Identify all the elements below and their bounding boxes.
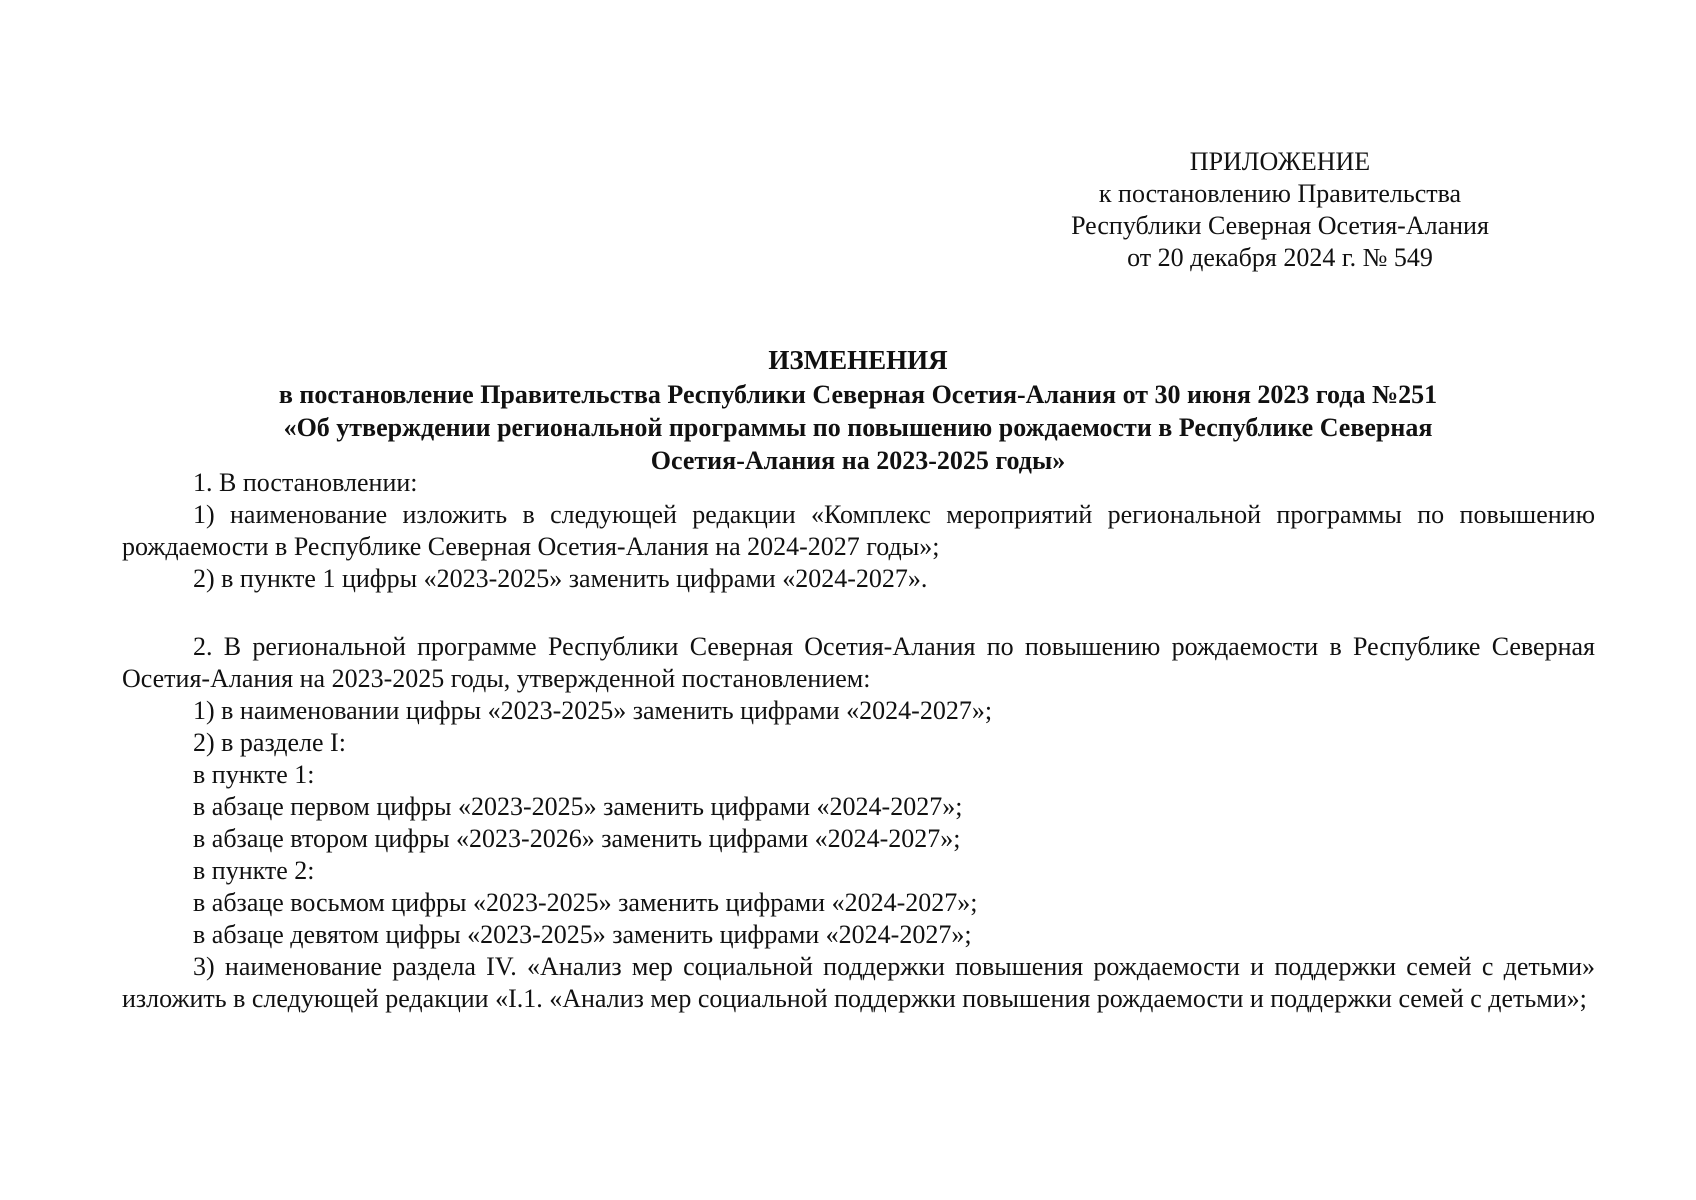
section-2-point-2b: в абзаце девятом цифры «2023-2025» заменить цифрами «2024-2027»;	[193, 920, 972, 949]
title-line-1: в постановление Правительства Республики Северная Осетия-Алания от 30 июня 2023 года №251	[278, 380, 1438, 409]
section-1-item-2: 2) в пункте 1 цифры «2023-2025» заменить цифрами «2024-2027».	[193, 564, 928, 593]
title-line-3: Осетия-Алания на 2023-2025 годы»	[650, 446, 1066, 475]
section-2-item-2: 2) в разделе I:	[193, 728, 346, 757]
section-2-point-1a: в абзаце первом цифры «2023-2025» заменить цифрами «2024-2027»;	[193, 792, 963, 821]
appendix-line-1: к постановлению Правительства	[1098, 179, 1462, 208]
section-2-point-1: в пункте 1:	[193, 760, 315, 789]
appendix-line-3: от 20 декабря 2024 г. № 549	[1127, 243, 1433, 272]
appendix-line-2: Республики Северная Осетия-Алания	[1071, 211, 1489, 240]
paragraph-gap	[122, 595, 1595, 631]
document-title	[120, 344, 1596, 477]
appendix-block	[1050, 146, 1510, 274]
section-2-point-2: в пункте 2:	[193, 856, 315, 885]
document-body	[122, 467, 1595, 1015]
section-1-heading: 1. В постановлении:	[193, 468, 418, 497]
appendix-label: ПРИЛОЖЕНИЕ	[1189, 147, 1371, 176]
section-2-point-2a: в абзаце восьмом цифры «2023-2025» заменить цифрами «2024-2027»;	[193, 888, 978, 917]
section-2-heading: 2. В региональной программе Республики Северная Осетия-Алания по повышению рождаемости в Республике Северная Осетия-Алания на 2023-2025 годы, утвержденной постановлением:	[122, 632, 1595, 693]
section-2-point-1b: в абзаце втором цифры «2023-2026» заменить цифрами «2024-2027»;	[193, 824, 961, 853]
section-1-item-1: 1) наименование изложить в следующей редакции «Комплекс мероприятий региональной программы по повышению рождаемости в Республике Северная Осетия-Алания на 2024-2027 годы»;	[122, 500, 1595, 561]
title-main: ИЗМЕНЕНИЯ	[768, 345, 948, 375]
section-2-item-1: 1) в наименовании цифры «2023-2025» заменить цифрами «2024-2027»;	[193, 696, 993, 725]
title-line-2: «Об утверждении региональной программы по повышению рождаемости в Республике Северная	[283, 413, 1433, 442]
section-2-item-3: 3) наименование раздела IV. «Анализ мер социальной поддержки повышения рождаемости и поддержки семей с детьми» изложить в следующей редакции «I.1. «Анализ мер социальной поддержки повышения рождаемости и поддержки семей с детьми»;	[122, 952, 1595, 1013]
